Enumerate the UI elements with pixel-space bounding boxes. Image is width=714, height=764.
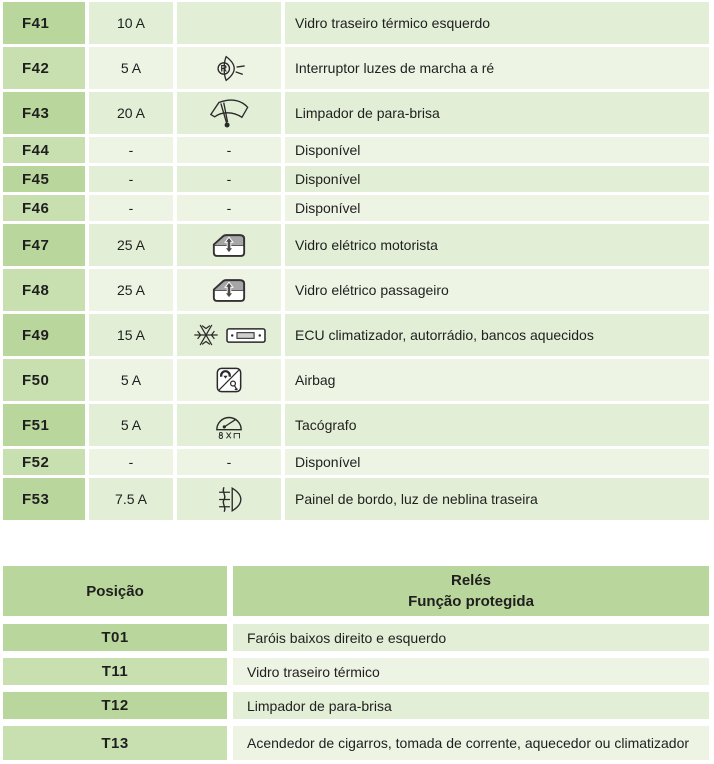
fuse-id: F47 <box>3 224 85 266</box>
fuse-row <box>3 47 709 89</box>
relay-description: Acendedor de cigarros, tomada de corrente, aquecedor ou climatizador <box>233 726 709 760</box>
relay-description: Faróis baixos direito e esquerdo <box>233 624 709 651</box>
fuse-amperage: 5 A <box>89 359 173 401</box>
fuse-description: Disponível <box>285 166 709 192</box>
relay-id: T01 <box>3 624 227 651</box>
fuse-description: Vidro traseiro térmico esquerdo <box>285 2 709 44</box>
fuse-amperage: 7.5 A <box>89 478 173 520</box>
power-window-icon <box>211 233 247 258</box>
relay-row <box>3 658 709 685</box>
fuse-description: Disponível <box>285 195 709 221</box>
fuse-id: F52 <box>3 449 85 475</box>
fuse-row <box>3 166 709 192</box>
fuse-row <box>3 359 709 401</box>
fuse-amperage: 10 A <box>89 2 173 44</box>
fuse-id: F42 <box>3 47 85 89</box>
fuse-icon-cell <box>177 92 281 134</box>
fuse-amperage: - <box>89 137 173 163</box>
fuse-id: F51 <box>3 404 85 446</box>
fuse-row <box>3 195 709 221</box>
fuse-description: Disponível <box>285 449 709 475</box>
fuse-row <box>3 314 709 356</box>
fuse-row <box>3 2 709 44</box>
relay-row <box>3 624 709 651</box>
fuse-description: Tacógrafo <box>285 404 709 446</box>
airbag-icon <box>215 366 243 394</box>
relay-position-header: Posição <box>3 566 227 616</box>
fuse-row <box>3 224 709 266</box>
relay-table-title <box>233 566 709 616</box>
fuse-id: F53 <box>3 478 85 520</box>
relay-title-line1: Relés <box>450 572 492 589</box>
relay-description: Vidro traseiro térmico <box>233 658 709 685</box>
fuse-icon-cell <box>177 2 281 44</box>
fuse-id: F43 <box>3 92 85 134</box>
fuse-row <box>3 92 709 134</box>
reverse-light-icon <box>210 54 248 83</box>
fuse-row <box>3 137 709 163</box>
fuse-description: Disponível <box>285 137 709 163</box>
fuse-description: ECU climatizador, autorrádio, bancos aquecidos <box>285 314 709 356</box>
power-window-icon <box>211 278 247 303</box>
fuse-icon-cell <box>177 359 281 401</box>
fuse-icon-cell <box>177 47 281 89</box>
relay-id: T13 <box>3 726 227 760</box>
fuse-id: F50 <box>3 359 85 401</box>
relay-table <box>3 566 709 760</box>
fuse-icon-cell <box>177 478 281 520</box>
fuse-amperage: 5 A <box>89 47 173 89</box>
fuse-amperage: 15 A <box>89 314 173 356</box>
fuse-id: F41 <box>3 2 85 44</box>
fuse-icon-cell <box>177 404 281 446</box>
relay-rows <box>3 624 709 760</box>
fuse-description: Painel de bordo, luz de neblina traseira <box>285 478 709 520</box>
fuse-row <box>3 449 709 475</box>
relay-id: T12 <box>3 692 227 719</box>
fuse-amperage: 25 A <box>89 224 173 266</box>
relay-title-line2: Função protegida <box>408 593 534 610</box>
fuse-id: F45 <box>3 166 85 192</box>
fuse-id: F49 <box>3 314 85 356</box>
fuse-amperage: - <box>89 195 173 221</box>
car-radio-icon <box>225 326 267 345</box>
fuse-description: Airbag <box>285 359 709 401</box>
fuse-amperage: - <box>89 449 173 475</box>
fuse-icon-cell: - <box>177 137 281 163</box>
fuse-row <box>3 404 709 446</box>
fuse-description: Vidro elétrico passageiro <box>285 269 709 311</box>
fuse-icon-cell: - <box>177 449 281 475</box>
relay-row <box>3 726 709 760</box>
wiper-icon <box>206 98 252 129</box>
relay-table-header <box>3 566 709 616</box>
fuse-id: F48 <box>3 269 85 311</box>
fuse-id: F46 <box>3 195 85 221</box>
fuse-description: Vidro elétrico motorista <box>285 224 709 266</box>
fuse-row <box>3 269 709 311</box>
fuse-table <box>3 2 709 520</box>
fuse-description: Limpador de para-brisa <box>285 92 709 134</box>
fuse-amperage: - <box>89 166 173 192</box>
fuse-description: Interruptor luzes de marcha a ré <box>285 47 709 89</box>
fuse-amperage: 5 A <box>89 404 173 446</box>
fuse-row <box>3 478 709 520</box>
snowflake-icon <box>192 321 220 349</box>
rear-fog-light-icon <box>214 485 245 514</box>
relay-id: T11 <box>3 658 227 685</box>
fuse-icon-cell <box>177 269 281 311</box>
fuse-icon-cell: - <box>177 166 281 192</box>
relay-row <box>3 692 709 719</box>
tachograph-icon <box>213 410 245 440</box>
relay-description: Limpador de para-brisa <box>233 692 709 719</box>
fuse-amperage: 20 A <box>89 92 173 134</box>
fuse-id: F44 <box>3 137 85 163</box>
fuse-icon-cell <box>177 224 281 266</box>
fuse-icon-cell <box>177 314 281 356</box>
fuse-icon-cell: - <box>177 195 281 221</box>
fuse-amperage: 25 A <box>89 269 173 311</box>
